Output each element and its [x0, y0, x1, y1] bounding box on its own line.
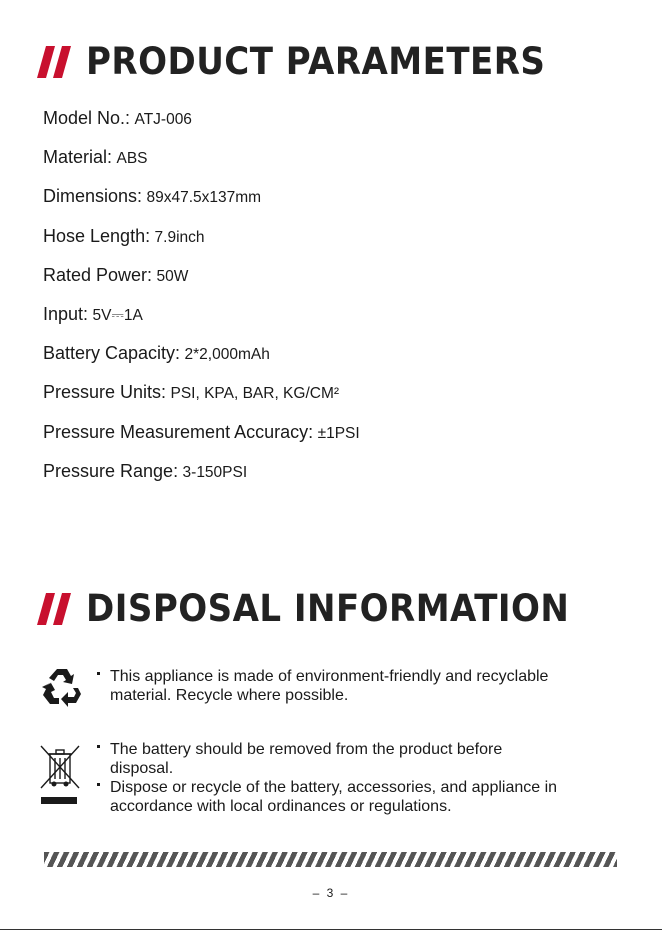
double-slash-icon — [36, 42, 76, 82]
note-line: material. Recycle where possible. — [110, 687, 349, 704]
parameter-label: Pressure Range: — [43, 460, 179, 481]
parameter-value: PSI, KPA, BAR, KG/CM² — [170, 385, 340, 403]
parameter-value: 7.9inch — [154, 228, 205, 246]
parameter-value: ABS — [116, 150, 148, 168]
parameter-row — [43, 419, 360, 458]
parameter-row — [43, 144, 360, 183]
section-title: DISPOSAL INFORMATION — [86, 587, 570, 630]
parameter-label: Hose Length: — [43, 225, 151, 246]
parameter-label: Pressure Units: — [43, 382, 167, 403]
parameter-row — [43, 379, 360, 418]
parameter-list — [43, 105, 360, 497]
parameter-value: ±1PSI — [317, 424, 360, 442]
parameter-value: 3-150PSI — [182, 463, 248, 481]
bullet-item — [97, 740, 557, 778]
page-number: – 3 – — [312, 886, 350, 900]
parameter-row — [43, 340, 360, 379]
note-line: Dispose or recycle of the battery, accessories, and appliance in — [110, 779, 558, 796]
note-line: This appliance is made of environment-friendly and recyclable — [110, 668, 549, 685]
recycle-note — [97, 667, 548, 705]
parameter-value: 50W — [156, 267, 189, 285]
parameter-label: Dimensions: — [43, 186, 143, 207]
parameter-row — [43, 183, 360, 222]
parameters-heading — [36, 40, 585, 83]
bottom-rule — [0, 929, 662, 930]
section-title: PRODUCT PARAMETERS — [86, 40, 546, 83]
parameter-label: Model No.: — [43, 108, 131, 128]
note-line: accordance with local ordinances or regulations. — [110, 798, 452, 815]
battery-note — [97, 740, 557, 816]
disposal-heading — [36, 587, 611, 630]
parameter-label: Material: — [43, 147, 113, 168]
bullet-item — [97, 667, 548, 705]
parameter-row — [43, 458, 360, 497]
recycle-icon — [41, 666, 83, 713]
crossed-bin-icon — [39, 744, 81, 811]
parameter-label: Input: — [43, 303, 89, 324]
parameter-row — [43, 223, 360, 262]
parameter-label: Battery Capacity: — [43, 343, 181, 364]
parameter-row — [43, 262, 360, 301]
parameter-value: ATJ-006 — [134, 111, 192, 128]
double-slash-icon — [36, 589, 76, 629]
note-line: disposal. — [110, 760, 174, 777]
parameter-value: 89x47.5x137mm — [146, 189, 262, 207]
parameter-row — [43, 105, 360, 144]
decorative-stripe — [44, 852, 617, 867]
parameter-label: Rated Power: — [43, 264, 153, 285]
parameter-row — [43, 301, 360, 340]
parameter-value: 5V⎓1A — [92, 306, 143, 324]
parameter-label: Pressure Measurement Accuracy: — [43, 421, 314, 442]
bullet-item — [97, 778, 557, 816]
note-line: The battery should be removed from the product before — [110, 741, 503, 758]
parameter-value: 2*2,000mAh — [184, 346, 270, 364]
